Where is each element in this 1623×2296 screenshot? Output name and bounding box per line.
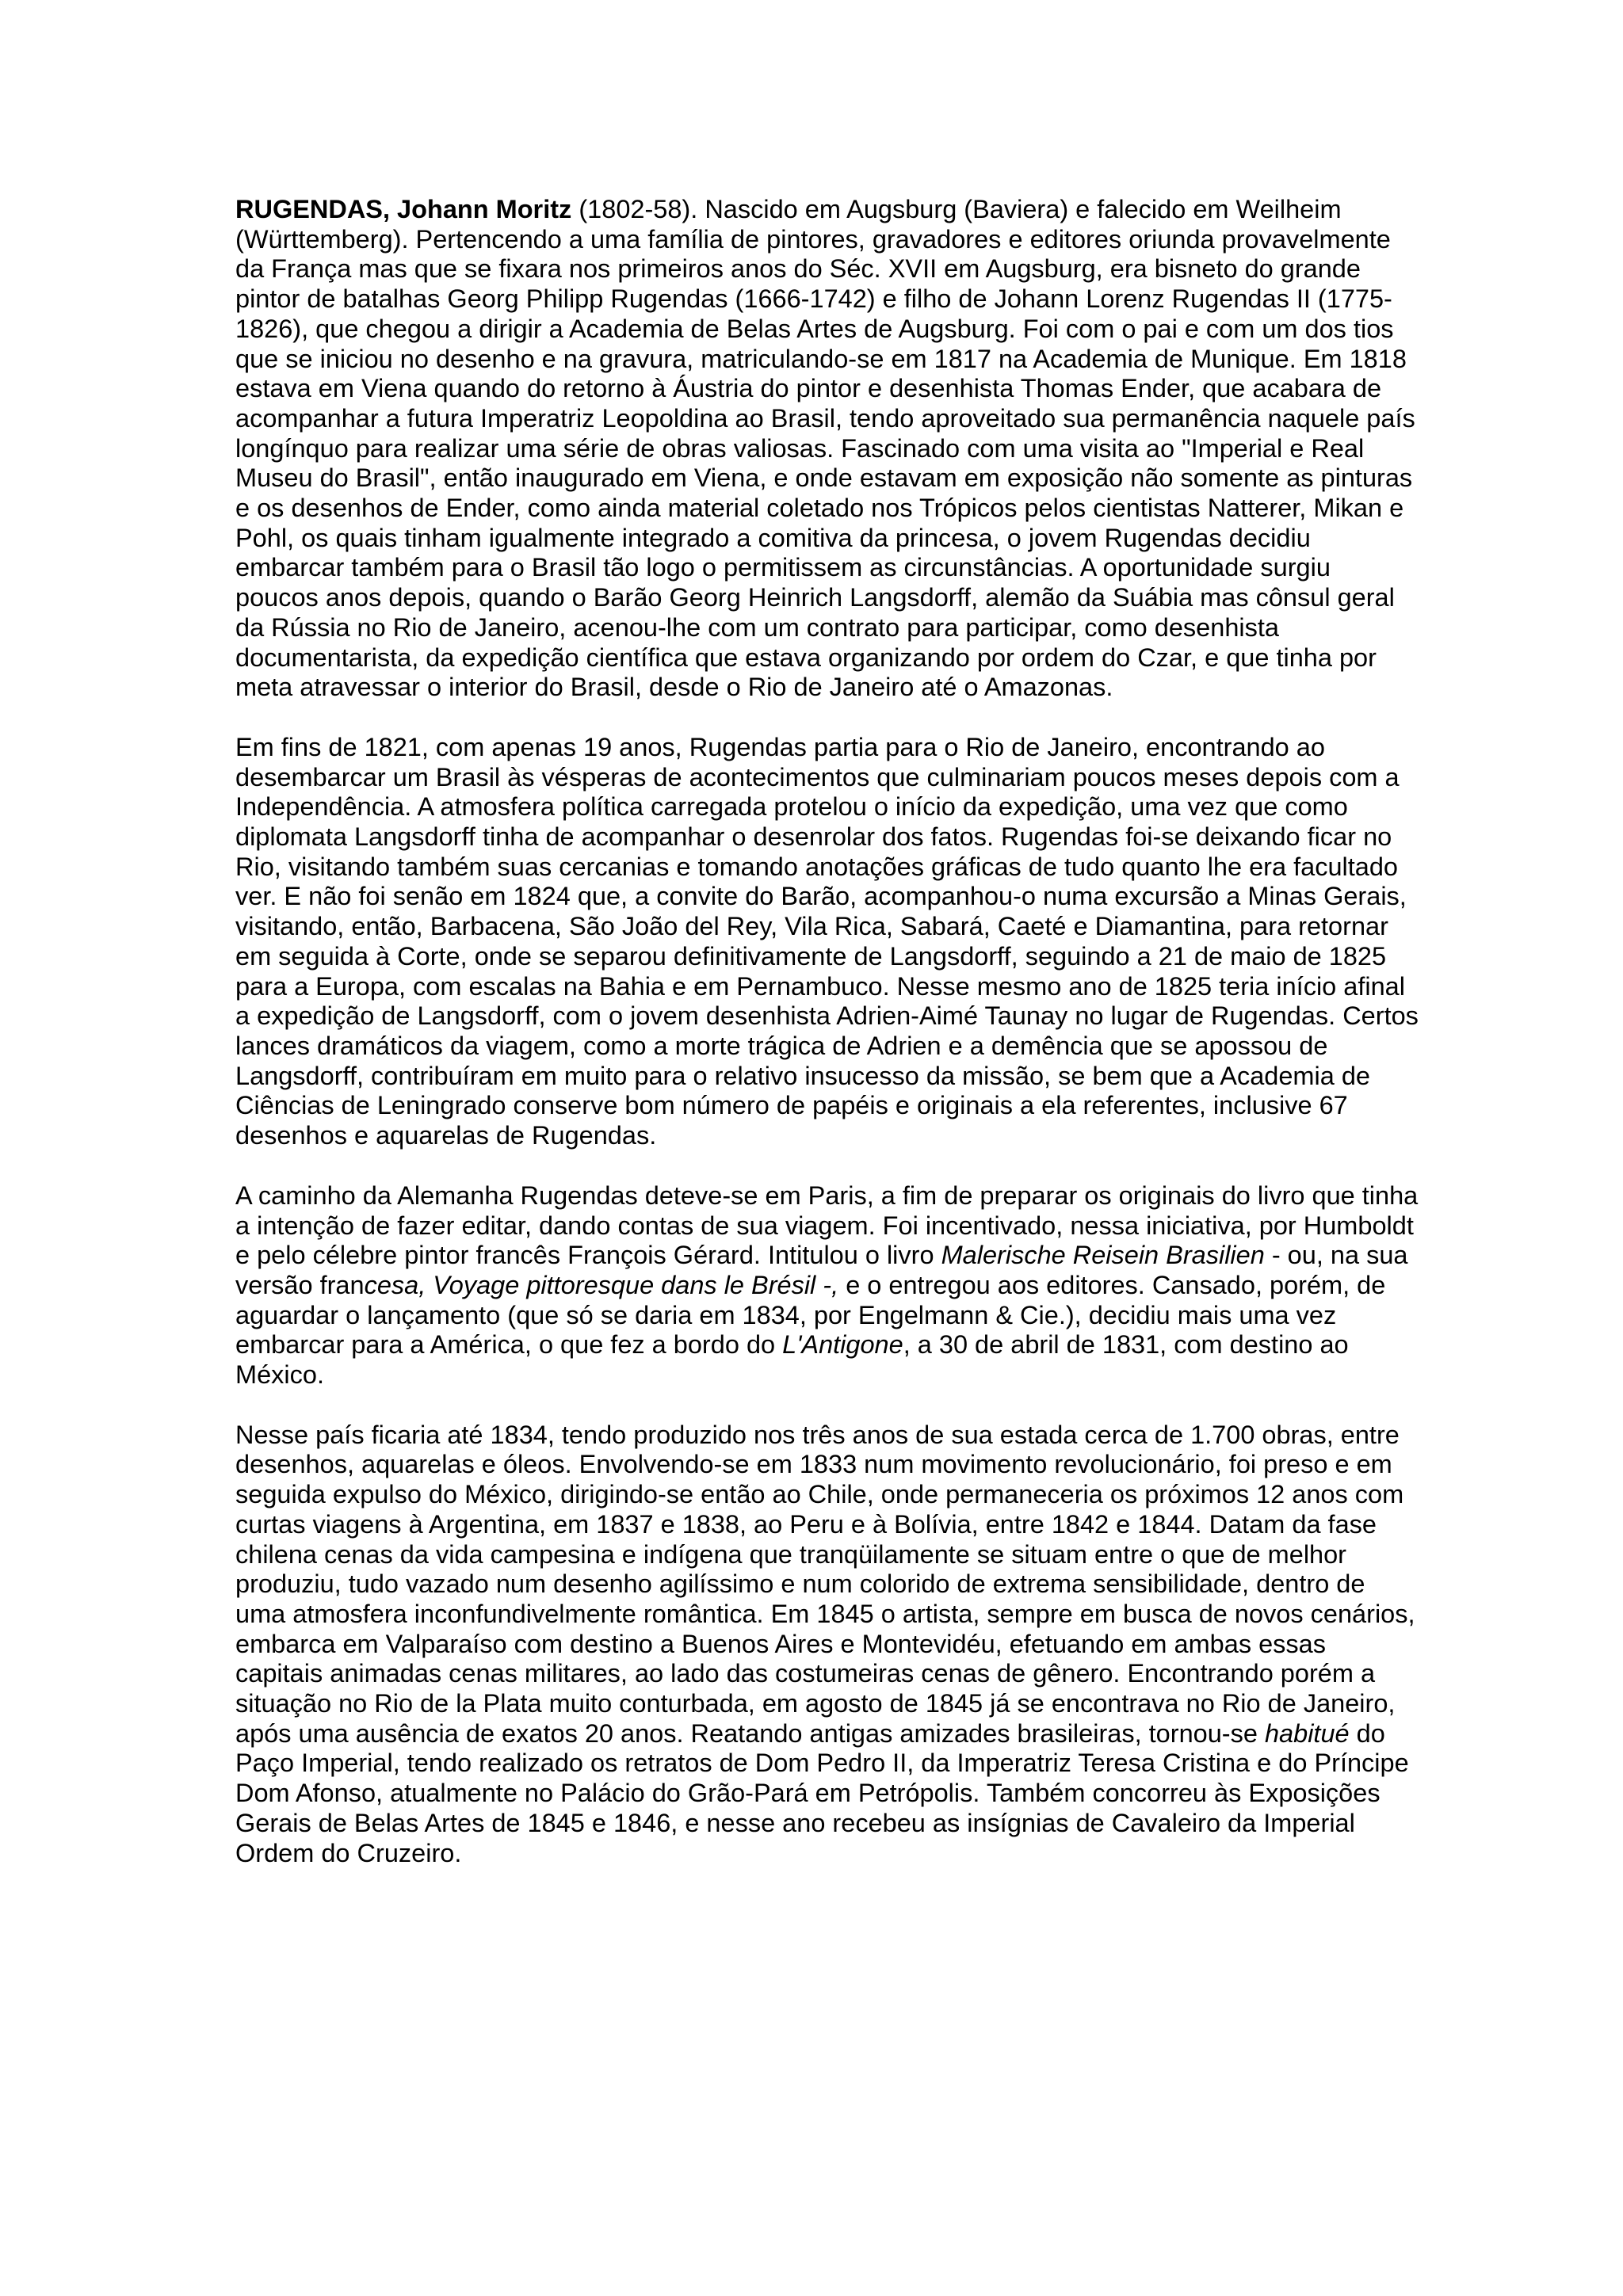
- paragraph-3-text-b: - ou, na sua versão fran: [235, 1241, 1408, 1299]
- paragraph-1: [235, 195, 1420, 703]
- paragraph-3-text-a: A caminho da Alemanha Rugendas deteve-se em Paris, a fim de preparar os originais do livro que tinha a intenção de fazer editar, dando contas de sua viagem. Foi incentivado, nessa iniciativa, por Humboldt e pelo célebre pintor francês François Gérard. Intitulou o livro: [235, 1180, 1419, 1270]
- paragraph-2: [235, 733, 1420, 1151]
- paragraph-4-text-b: do Paço Imperial, tendo realizado os retratos de Dom Pedro II, da Imperatriz Teresa Cristina e do Príncipe Dom Afonso, atualmente no Palácio do Grão-Pará em Petrópolis. Também concorreu às Exposições Gerais de Belas Artes de 1845 e 1846, e nesse ano recebeu as insígnias de Cavaleiro da Imperial Ordem do Cruzeiro.: [235, 1718, 1409, 1867]
- book-title-french: cesa, Voyage pittoresque dans le Brésil -,: [364, 1270, 839, 1299]
- document-body: [235, 195, 1420, 1868]
- ship-name: L'Antigone: [782, 1330, 903, 1360]
- paragraph-3-text-d: , a 30 de abril de 1831, com destino ao México.: [235, 1330, 1349, 1390]
- habitue-term: habitué: [1264, 1718, 1350, 1748]
- paragraph-4: [235, 1421, 1420, 1869]
- book-title-german: Malerische Reisein Brasilien: [941, 1241, 1265, 1270]
- entry-heading: RUGENDAS, Johann Moritz: [235, 195, 572, 223]
- paragraph-3: [235, 1181, 1420, 1390]
- paragraph-3-text-c: e o entregou aos editores. Cansado, porém, de aguardar o lançamento (que só se daria em 1834, por Engelmann & Cie.), decidiu mais uma vez embarcar para a América, o que fez a bordo do: [235, 1270, 1386, 1360]
- paragraph-1-text: (1802-58). Nascido em Augsburg (Baviera) e falecido em Weilheim (Württemberg). Pertencendo a uma família de pintores, gravadores e editores oriunda provavelmente da França mas que se fixara nos primeiros anos do Séc. XVII em Augsburg, era bisneto do grande pintor de batalhas Georg Philipp Rugendas (1666-1742) e filho de Johann Lorenz Rugendas II (1775-1826), que chegou a dirigir a Academia de Belas Artes de Augsburg. Foi com o pai e com um dos tios que se iniciou no desenho e na gravura, matriculando-se em 1817 na Academia de Munique. Em 1818 estava em Viena quando do retorno à Áustria do pintor e desenhista Thomas Ender, que acabara de acompanhar a futura Imperatriz Leopoldina ao Brasil, tendo aproveitado sua permanência naquele país longínquo para realizar uma série de obras valiosas. Fascinado com uma visita ao "Imperial e Real Museu do Brasil", então inaugurado em Viena, e onde estavam em exposição não somente as pinturas e os desenhos de Ender, como ainda material coletado nos Trópicos pelos cientistas Natterer, Mikan e Pohl, os quais tinham igualmente integrado a comitiva da princesa, o jovem Rugendas decidiu embarcar também para o Brasil tão logo o permitissem as circunstâncias. A oportunidade surgiu poucos anos depois, quando o Barão Georg Heinrich Langsdorff, alemão da Suábia mas cônsul geral da Rússia no Rio de Janeiro, acenou-lhe com um contrato para participar, como desenhista documentarista, da expedição científica que estava organizando por ordem do Czar, e que tinha por meta atravessar o interior do Brasil, desde o Rio de Janeiro até o Amazonas.: [235, 195, 1415, 702]
- paragraph-2-text: Em fins de 1821, com apenas 19 anos, Rugendas partia para o Rio de Janeiro, encontrando ao desembarcar um Brasil às vésperas de acontecimentos que culminariam poucos meses depois com a Independência. A atmosfera política carregada protelou o início da expedição, uma vez que como diplomata Langsdorff tinha de acompanhar o desenrolar dos fatos. Rugendas foi-se deixando ficar no Rio, visitando também suas cercanias e tomando anotações gráficas de tudo quanto lhe era facultado ver. E não foi senão em 1824 que, a convite do Barão, acompanhou-o numa excursão a Minas Gerais, visitando, então, Barbacena, São João del Rey, Vila Rica, Sabará, Caeté e Diamantina, para retornar em seguida à Corte, onde se separou definitivamente de Langsdorff, seguindo a 21 de maio de 1825 para a Europa, com escalas na Bahia e em Pernambuco. Nesse mesmo ano de 1825 teria início afinal a expedição de Langsdorff, com o jovem desenhista Adrien-Aimé Taunay no lugar de Rugendas. Certos lances dramáticos da viagem, como a morte trágica de Adrien e a demência que se apossou de Langsdorff, contribuíram em muito para o relativo insucesso da missão, se bem que a Academia de Ciências de Leningrado conserve bom número de papéis e originais a ela referentes, inclusive 67 desenhos e aquarelas de Rugendas.: [235, 732, 1419, 1150]
- paragraph-4-text-a: Nesse país ficaria até 1834, tendo produzido nos três anos de sua estada cerca de 1.700 obras, entre desenhos, aquarelas e óleos. Envolvendo-se em 1833 num movimento revolucionário, foi preso e em seguida expulso do México, dirigindo-se então ao Chile, onde permaneceria os próximos 12 anos com curtas viagens à Argentina, em 1837 e 1838, ao Peru e à Bolívia, entre 1842 e 1844. Datam da fase chilena cenas da vida campesina e indígena que tranqüilamente se situam entre o que de melhor produziu, tudo vazado num desenho agilíssimo e num colorido de extrema sensibilidade, dentro de uma atmosfera inconfundivelmente romântica. Em 1845 o artista, sempre em busca de novos cenários, embarca em Valparaíso com destino a Buenos Aires e Montevidéu, efetuando em ambas essas capitais animadas cenas militares, ao lado das costumeiras cenas de gênero. Encontrando porém a situação no Rio de la Plata muito conturbada, em agosto de 1845 já se encontrava no Rio de Janeiro, após uma ausência de exatos 20 anos. Reatando antigas amizades brasileiras, tornou-se: [235, 1420, 1415, 1748]
